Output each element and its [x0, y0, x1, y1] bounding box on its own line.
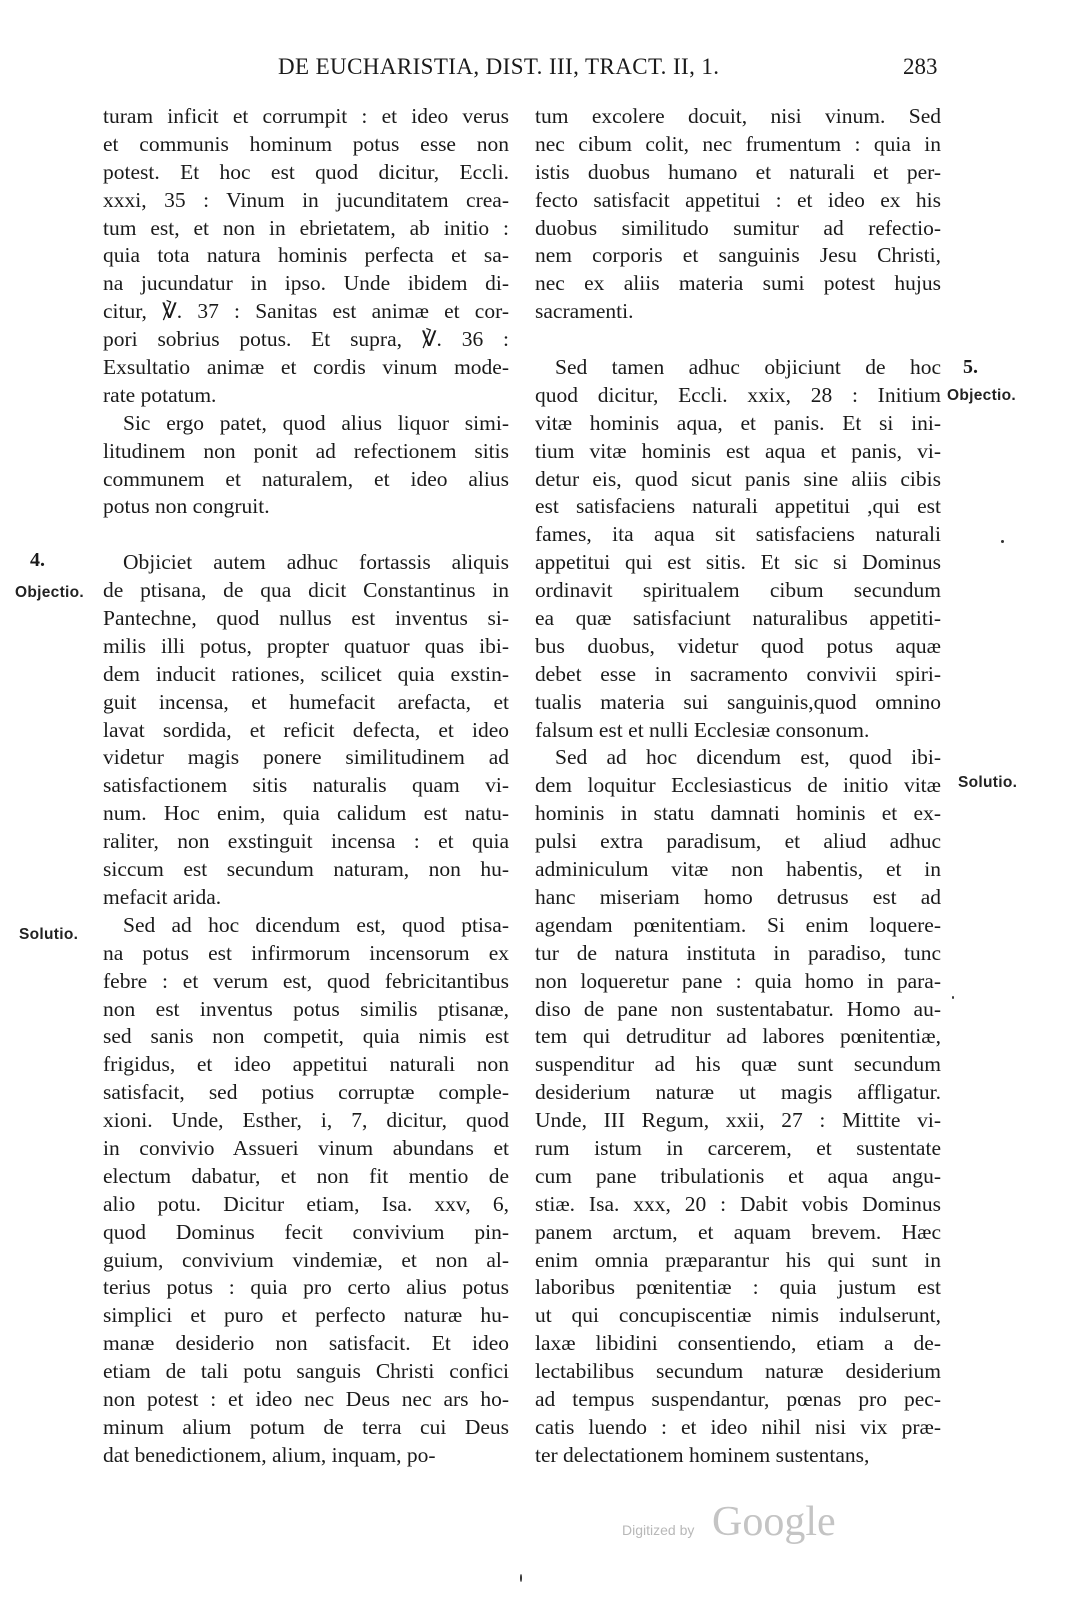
text-line: alio potu. Dicitur etiam, Isa. xxv, 6,	[103, 1191, 509, 1216]
text-line: stiæ. Isa. xxx, 20 : Dabit vobis Dominus	[535, 1191, 941, 1216]
text-line: Sed ad hoc dicendum est, quod ibi-	[555, 745, 941, 770]
text-line: agendam pœnitentiam. Si enim loquere-	[535, 912, 941, 937]
left-column	[103, 103, 509, 1470]
text-line: nec cibum colit, nec frumentum : quia in	[535, 131, 941, 156]
text-line: Objiciet autem adhuc fortassis aliquis	[123, 550, 509, 575]
text-line: rate potatum.	[103, 382, 217, 407]
text-line: communem et naturalem, et ideo alius	[103, 466, 509, 491]
text-line: duobus similitudo sumitur ad refectio-	[535, 215, 941, 240]
text-line: ad tempus suspendantur, pœnas pro pec-	[535, 1386, 941, 1411]
text-line: na potus est infirmorum incensorum ex	[103, 940, 509, 965]
text-line: ter delectationem hominem sustentans,	[535, 1442, 870, 1467]
text-line: diso de pane non sustentabatur. Homo au-	[535, 996, 941, 1021]
text-line: dem loquitur Ecclesiasticus de initio vitæ	[535, 773, 941, 798]
right-column	[535, 103, 941, 1470]
text-line: ea quæ satisfaciunt naturalibus appetiti-	[535, 606, 941, 631]
paragraph-gap	[103, 521, 509, 549]
text-line: quod dicitur, Eccli. xxix, 28 : Initium	[535, 382, 941, 407]
text-line: ordinavit spiritualem cibum secundum	[535, 578, 941, 603]
text-line: non potest : et ideo nec Deus nec ars ho-	[103, 1386, 509, 1411]
text-line: sed sanis non competit, quia nimis est	[103, 1024, 509, 1049]
text-line: pori sobrius potus. Et supra, ℣. 36 :	[103, 327, 509, 352]
text-line: raliter, non exstinguit incensa : et quia	[103, 829, 509, 854]
text-line: satisfacit, sed potius corruptæ comple-	[103, 1080, 509, 1105]
text-line: sacramenti.	[535, 299, 634, 324]
text-line: fecto satisfacit appetitui : et ideo ex his	[535, 187, 941, 212]
text-line: de ptisana, de qua dicit Constantinus in	[103, 578, 509, 603]
text-line: febre : et verum est, quod febricitantibus	[103, 968, 509, 993]
text-line: num. Hoc enim, quia calidum est natu-	[103, 801, 509, 826]
text-line: falsum est et nulli Ecclesiæ consonum.	[535, 717, 870, 742]
text-line: tum excolere docuit, nisi vinum. Sed	[535, 104, 941, 128]
text-line: litudinem non ponit ad refectionem sitis	[103, 438, 509, 463]
text-line: frigidus, et ideo appetitui naturali non	[103, 1052, 509, 1077]
text-line: enim omnia præparantur his qui sunt in	[535, 1247, 941, 1272]
text-line: milis illi potus, propter quatuor quas ibi-	[103, 633, 509, 658]
text-line: debet esse in sacramento convivii spiri-	[535, 661, 941, 686]
text-line: potest. Et hoc est quod dicitur, Eccli.	[103, 159, 509, 184]
text-line: bus duobus, videtur quod potus aquæ	[535, 633, 941, 658]
text-line: tur de natura instituta in paradiso, tunc	[535, 940, 941, 965]
text-line: et communis hominum potus esse non	[103, 131, 509, 156]
text-line: dat benedictionem, alium, inquam, po-	[103, 1442, 436, 1467]
text-line: est satisfaciens naturali appetitui ,qui est	[535, 494, 941, 519]
text-line: tem qui detruditur ad labores pœnitentiæ,	[535, 1024, 941, 1049]
text-line: laboribus pœnitentiæ : quia justum est	[535, 1275, 941, 1300]
text-line: nec ex aliis materia sumi potest hujus	[535, 271, 941, 296]
text-line: lectabilibus secundum naturæ desiderium	[535, 1359, 941, 1384]
text-line: in convivio Assueri vinum abundans et	[103, 1135, 509, 1160]
text-line: electum dabatur, et non fit mentio de	[103, 1163, 509, 1188]
text-line: dem inducit rationes, scilicet quia exstin-	[103, 661, 509, 686]
text-line: tium vitæ hominis est aqua et panis, vi-	[535, 438, 941, 463]
text-line: detur eis, quod sicut panis sine aliis cibis	[535, 466, 941, 491]
text-line: cum pane tribulationis et aqua angu-	[535, 1163, 941, 1188]
text-line: suspenditur ad his quæ sunt secundum	[535, 1052, 941, 1077]
text-line: quia tota natura hominis perfecta et sa-	[103, 243, 509, 268]
text-line: appetitui qui est sitis. Et sic si Dominus	[535, 550, 941, 575]
text-line: non loqueretur pane : quia homo in para-	[535, 968, 941, 993]
text-line: adminiculum vitæ non habentis, et in	[535, 857, 941, 882]
text-line: rum istum in carcerem, et sustentate	[535, 1135, 941, 1160]
margin-objectio-left: Objectio.	[15, 584, 85, 601]
margin-solutio-left: Solutio.	[19, 926, 79, 943]
text-line: na jucundatur in ipso. Unde ibidem di-	[103, 271, 509, 296]
text-line: xxxi, 35 : Vinum in jucunditatem crea-	[103, 187, 509, 212]
text-line: Unde, III Regum, xxii, 27 : Mittite vi-	[535, 1108, 941, 1133]
text-line: guium, convivium vindemiæ, et non al-	[103, 1247, 509, 1272]
text-line: hominis in statu damnati hominis et ex-	[535, 801, 941, 826]
text-line: desiderium naturæ ut magis affligatur.	[535, 1080, 941, 1105]
page-number: 283	[903, 54, 938, 79]
section-number-4: 4.	[30, 549, 45, 571]
watermark-google-logo: Google	[712, 1499, 836, 1545]
text-line: Sed tamen adhuc objiciunt de hoc	[555, 355, 941, 380]
text-line: tualis materia sui sanguinis,quod omnino	[535, 689, 941, 714]
text-line: potus non congruit.	[103, 494, 270, 519]
text-line: fames, ita aqua sit satisfaciens naturali	[535, 522, 941, 547]
text-line: citur, ℣. 37 : Sanitas est animæ et cor-	[103, 299, 509, 324]
text-line: Sed ad hoc dicendum est, quod ptisa-	[123, 912, 509, 937]
text-line: mefacit arida.	[103, 884, 222, 909]
text-line: manæ desiderio non satisfacit. Et ideo	[103, 1331, 509, 1356]
text-line: tum est, et non in ebrietatem, ab initio :	[103, 215, 509, 240]
text-line: Pantechne, quod nullus est inventus si-	[103, 606, 509, 631]
text-line: satisfactionem sitis naturalis quam vi-	[103, 773, 509, 798]
text-line: xioni. Unde, Esther, i, 7, dicitur, quod	[103, 1108, 509, 1133]
text-line: turam inficit et corrumpit : et ideo verus	[103, 104, 509, 128]
text-line: terius potus : quia pro certo alius potus	[103, 1275, 509, 1300]
section-number-5: 5.	[963, 356, 978, 378]
text-line: laxæ libidini consentiendo, etiam a de-	[535, 1331, 941, 1356]
running-title: DE EUCHARISTIA, DIST. III, TRACT. II, 1.	[278, 54, 720, 79]
text-line: siccum est secundum naturam, non hu-	[103, 857, 509, 882]
text-line: istis duobus humano et naturali et per-	[535, 159, 941, 184]
text-line: nem corporis et sanguinis Jesu Christi,	[535, 243, 941, 268]
text-line: Sic ergo patet, quod alius liquor simi-	[123, 410, 509, 435]
text-line: catis luendo : et ideo nihil nisi vix præ-	[535, 1414, 941, 1439]
text-line: minum alium potum de terra cui Deus	[103, 1414, 509, 1439]
text-line: Exsultatio animæ et cordis vinum mode-	[103, 355, 509, 380]
text-line: panem arctum, et aquam brevem. Hæc	[535, 1219, 941, 1244]
text-line: lavat sordida, et reficit defecta, et ideo	[103, 717, 509, 742]
text-line: ut qui concupiscentiæ nimis indulserunt,	[535, 1303, 941, 1328]
text-line: videtur magis ponere similitudinem ad	[103, 745, 509, 770]
text-line: quod Dominus fecit convivium pin-	[103, 1219, 509, 1244]
watermark-digitized-by: Digitized by	[622, 1522, 695, 1538]
text-line: guit incensa, et humefacit arefacta, et	[103, 689, 509, 714]
margin-objectio-right: Objectio.	[947, 387, 1017, 404]
text-line: simplici et puro et perfecto naturæ hu-	[103, 1303, 509, 1328]
running-head	[0, 54, 1084, 88]
paragraph-gap	[535, 326, 941, 354]
text-line: hanc miseriam homo detrusus est ad	[535, 884, 941, 909]
text-line: pulsi extra paradisum, et aliud adhuc	[535, 829, 941, 854]
text-line: etiam de tali potu sanguis Christi confici	[103, 1359, 509, 1384]
text-line: non est inventus potus similis ptisanæ,	[103, 996, 509, 1021]
text-line: vitæ hominis aqua, et panis. Et si ini-	[535, 410, 941, 435]
margin-solutio-right: Solutio.	[958, 774, 1018, 791]
